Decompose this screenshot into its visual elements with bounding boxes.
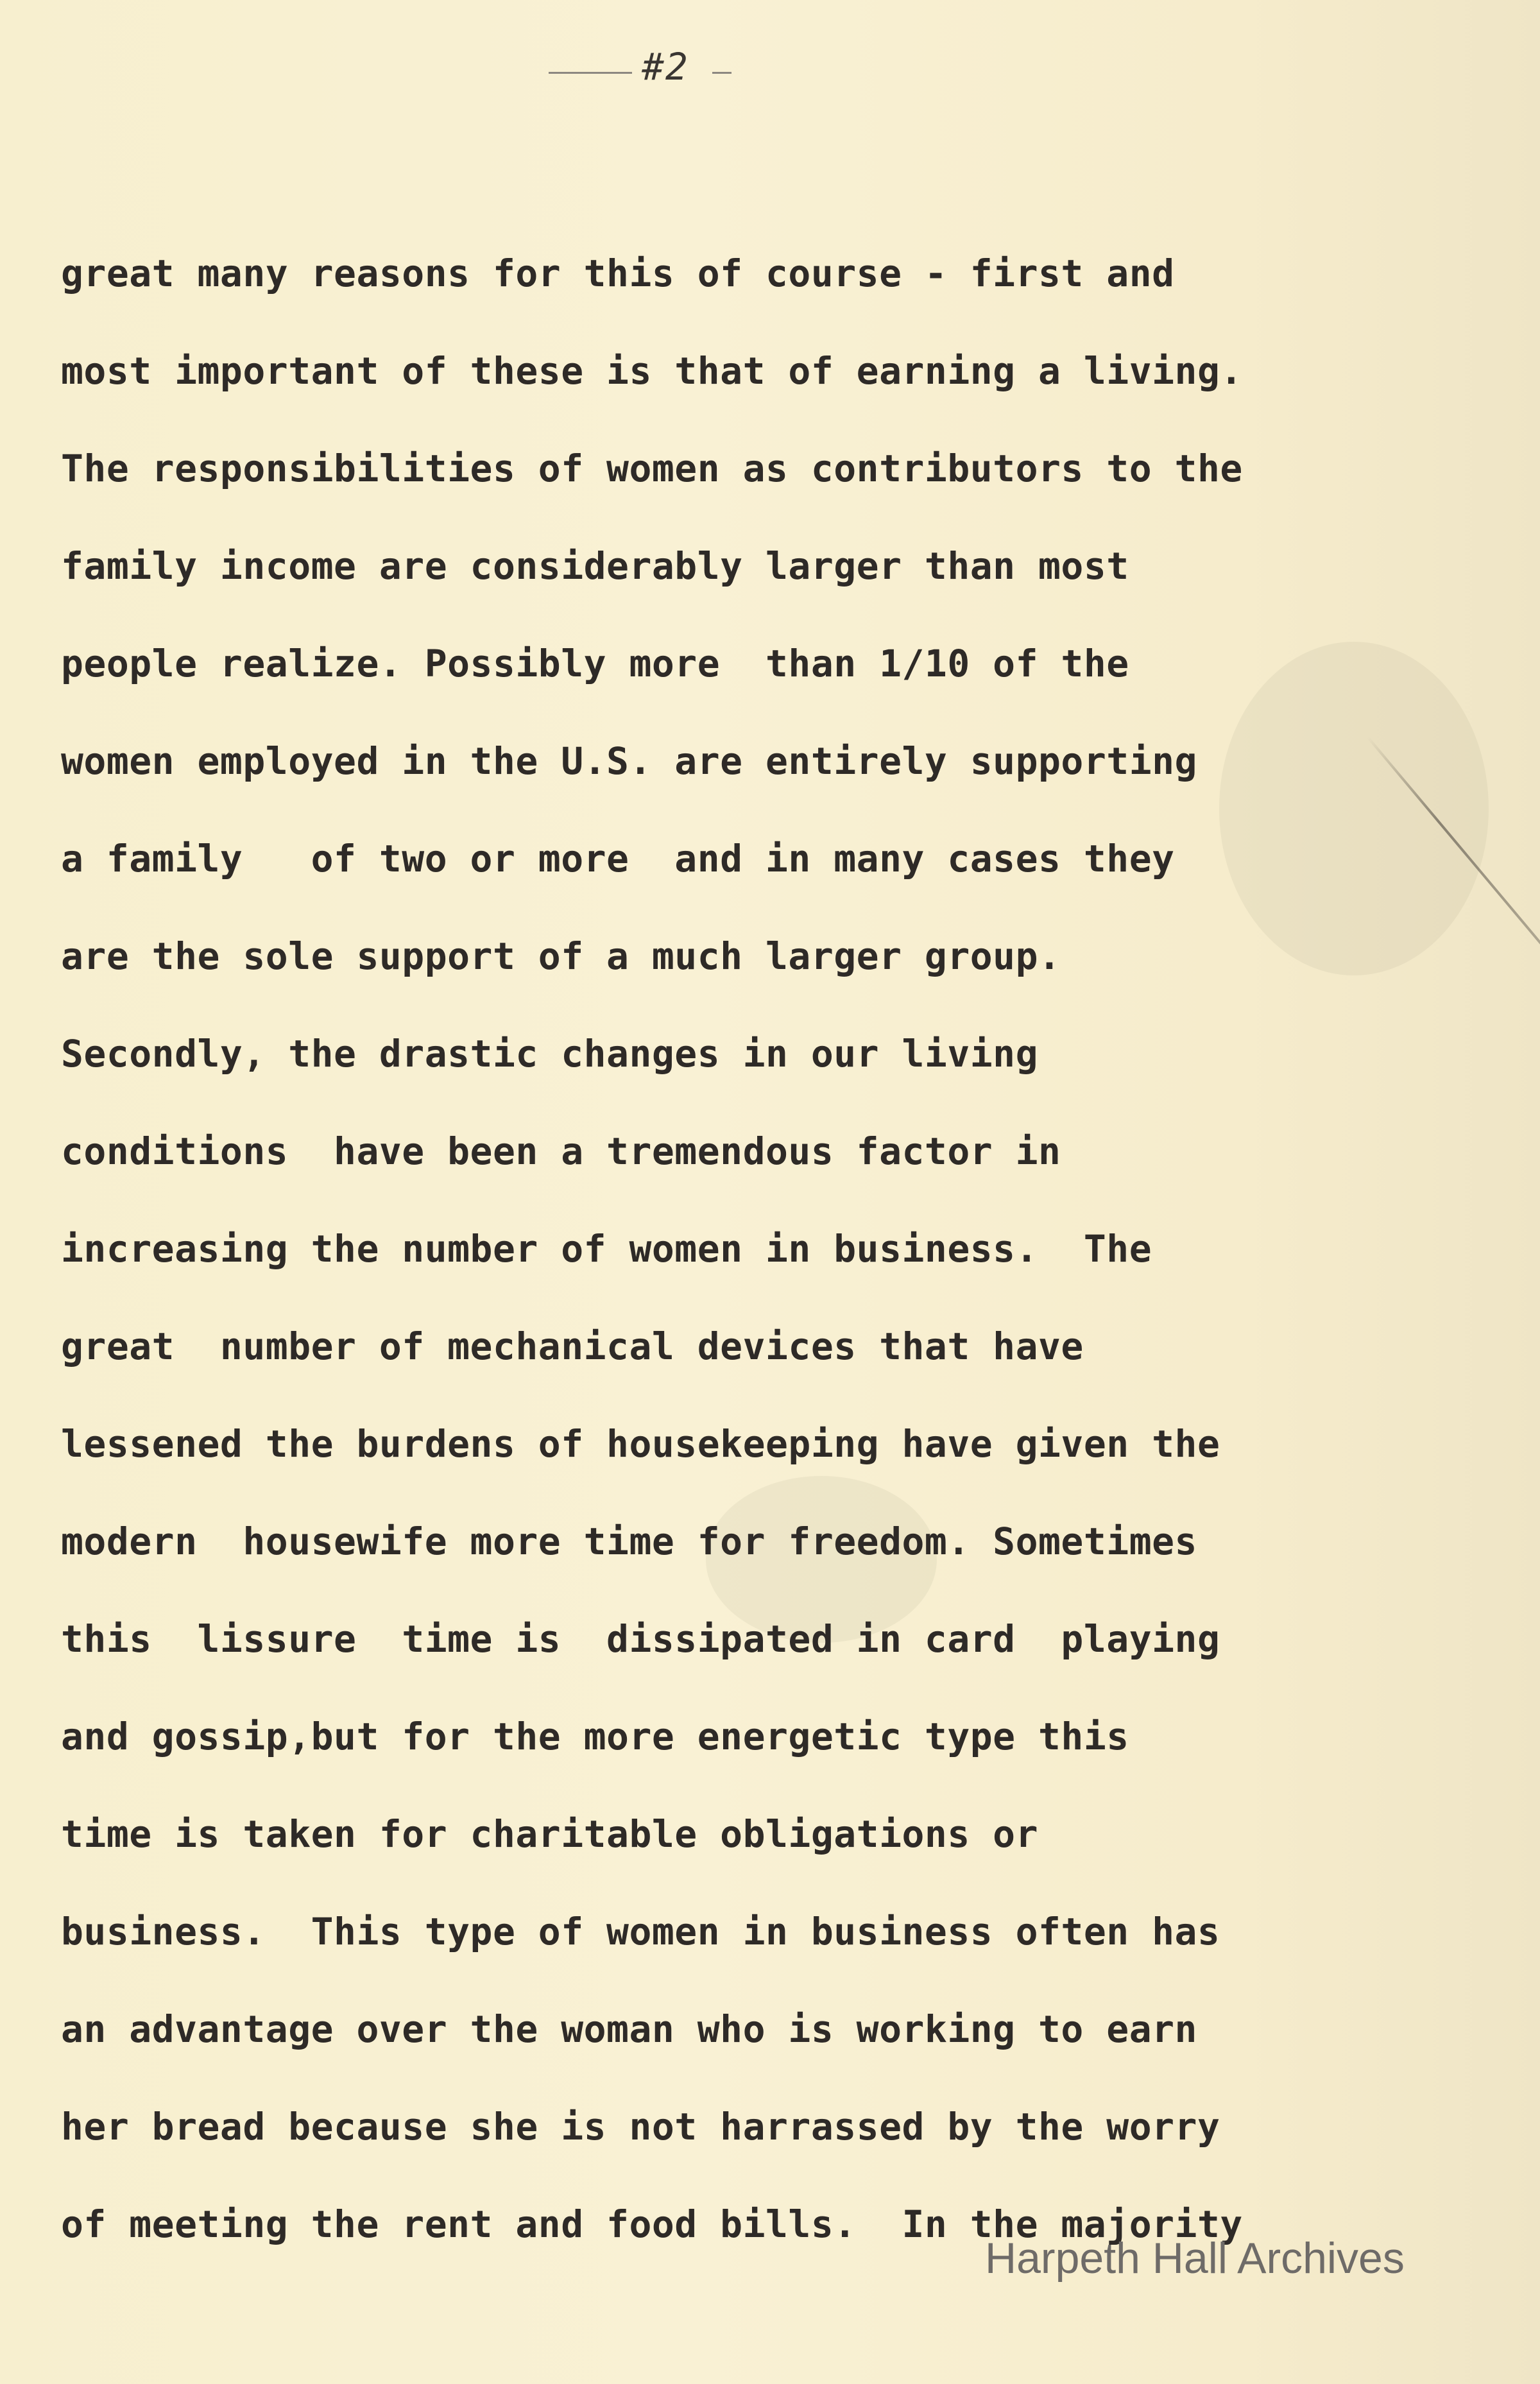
text-line: The responsibilities of women as contributors to the: [61, 447, 1243, 490]
text-line: modern housewife more time for freedom. Sometimes: [61, 1520, 1197, 1563]
text-line: time is taken for charitable obligations or: [61, 1812, 1039, 1856]
text-line: an advantage over the woman who is working to earn: [61, 2007, 1197, 2051]
text-line: of meeting the rent and food bills. In the majority: [61, 2202, 1243, 2246]
text-line: lessened the burdens of housekeeping have given the: [61, 1422, 1220, 1466]
text-line: conditions have been a tremendous factor in: [61, 1129, 1061, 1173]
page-number-dash: [549, 72, 632, 74]
text-line: a family of two or more and in many cases they: [61, 837, 1175, 880]
text-line: are the sole support of a much larger group.: [61, 934, 1061, 978]
text-line: increasing the number of women in business. The: [61, 1227, 1152, 1271]
text-line: family income are considerably larger than most: [61, 544, 1129, 588]
text-line: people realize. Possibly more than 1/10 of the: [61, 642, 1129, 685]
text-line: women employed in the U.S. are entirely supporting: [61, 739, 1197, 783]
text-line: her bread because she is not harrassed by the worry: [61, 2105, 1220, 2148]
archive-watermark: Harpeth Hall Archives: [985, 2234, 1405, 2283]
page-number: #2: [642, 45, 689, 89]
text-line: Secondly, the drastic changes in our living: [61, 1032, 1039, 1076]
text-line: business. This type of women in business often has: [61, 1910, 1220, 1953]
text-line: most important of these is that of earning a living.: [61, 349, 1243, 393]
text-line: great many reasons for this of course - first and: [61, 252, 1175, 295]
text-line: great number of mechanical devices that have: [61, 1325, 1084, 1368]
text-line: this lissure time is dissipated in card playing: [61, 1617, 1220, 1661]
typed-body-text: [61, 225, 1344, 2273]
page-number-dash: [712, 72, 732, 74]
text-line: and gossip,but for the more energetic type this: [61, 1715, 1129, 1758]
